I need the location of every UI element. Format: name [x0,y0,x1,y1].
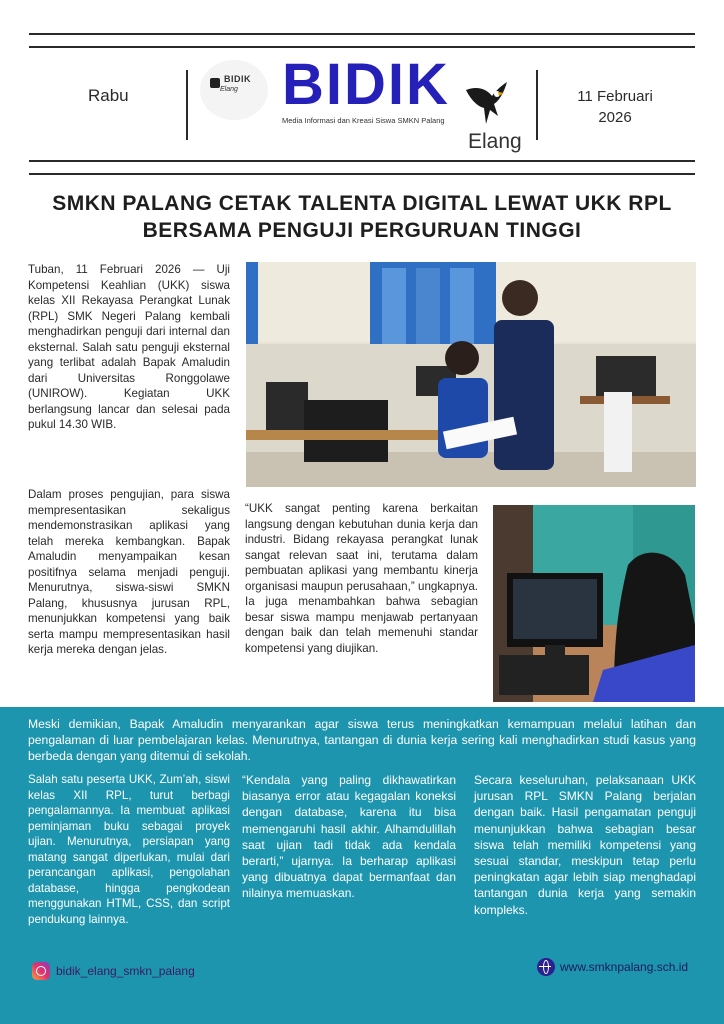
eagle-icon [464,80,508,126]
header-divider-right [536,70,538,140]
website-url: www.smknpalang.sch.id [560,960,689,974]
article-paragraph-4: Meski demikian, Bapak Amaludin menyarankan agar siswa terus meningkatkan kemampuan melalui latihan dan pengalaman di luar pembelajaran kelas. Menurutnya, tantangan di dunia kerja sering kali menghadirkan studi kasus yang berbeda dengan yang ditemui di sekolah. [28,717,696,763]
article-paragraph-6: “Kendala yang paling dikhawatirkan biasanya error atau kegagalan koneksi dengan database, karena itu bisa memengaruhi hasil akhir. Alhamdulillah saat ujian tadi tidak ada kendala berarti,” ujarnya. Ia berharap aplikasi yang dibuatnya dapat bermanfaat dan nilainya memuaskan. [242,773,456,901]
headline-line-2: BERSAMA PENGUJI PERGURUAN TINGGI [142,219,582,242]
logo-subtext: Elang [220,86,238,93]
header-divider-left [186,70,188,140]
bidik-elang-logo [200,60,268,120]
article-paragraph-2: Dalam proses pengujian, para siswa mempresentasikan sekaligus mendemonstrasikan aplikasi yang telah mereka kembangkan. Bapak Amaludin menyampaikan kesan positifnya selama menjadi penguji. Menurutnya, siswa-siswi SMKN Palang, khususnya jurusan RPL, menunjukkan kompetensi yang baik serta mampu mempresentasikan hasil kerja mereka dengan jelas. [28,488,230,656]
article-headline [40,190,684,244]
date-line-1: 11 Februari [577,88,653,105]
masthead-title: BIDIK [282,52,450,117]
instagram-handle: bidik_elang_smkn_palang [56,964,195,978]
date-line-2: 2026 [598,109,632,126]
article-paragraph-1: Tuban, 11 Februari 2026 — Uji Kompetensi Keahlian (UKK) siswa kelas XII Rekayasa Perangkat Lunak (RPL) SMK Negeri Palang kembali menghadirkan penguji dari internal dan eksternal. Salah satu penguji eksternal yang terlibat adalah Bapak Amaludin dari Universitas Ronggolawe (UNIROW). Kegiatan UKK berlangsung lancar dan selesai pada pukul 14.30 WIB. [28,263,230,431]
instagram-icon [32,962,50,980]
website-link[interactable] [537,958,688,976]
photo-student-computer [493,505,695,702]
header-rule-1 [29,160,695,162]
article-paragraph-5: Salah satu peserta UKK, Zum’ah, siswi kelas XII RPL, turut berbagi pengalamannya. Ia membuat aplikasi peminjaman buku sebagai proyek ujian. Menurutnya, persiapan yang matang sangat diperlukan, mulai dari perancangan aplikasi, pengolahan database, hingga pengkodean menggunakan HTML, CSS, dan script pendukung lainnya. [28,773,230,926]
top-rule-2 [29,46,695,48]
headline-line-1: SMKN PALANG CETAK TALENTA DIGITAL LEWAT UKK RPL [52,192,672,215]
article-paragraph-7: Secara keseluruhan, pelaksanaan UKK jurusan RPL SMKN Palang berjalan dengan baik. Hasil pengamatan penguji menunjukkan bahwa sebagian besar siswa telah memiliki kompetensi yang sesuai standar, meskipun tetap perlu peningkatan agar lebih siap menghadapi tantangan dunia kerja yang semakin kompleks. [474,773,696,917]
date-label [566,86,664,128]
article-paragraph-3: “UKK sangat penting karena berkaitan langsung dengan kebutuhan dunia kerja dan industri. Bidang rekayasa perangkat lunak sangat relevan saat ini, terutama dalam pembuatan aplikasi yang membantu kinerja organisasi maupun perusahaan,” ungkapnya. Ia juga menambahkan bahwa sebagian besar siswa mampu menjawab pertanyaan dengan baik dan telah memenuhi standar kompetensi yang diujikan. [245,502,478,655]
masthead-elang: Elang [468,130,522,153]
instagram-link[interactable] [32,962,195,980]
day-label: Rabu [88,86,129,105]
photo-exam-classroom [246,262,696,487]
top-rule-1 [29,33,695,35]
masthead-tagline: Media Informasi dan Kreasi Siswa SMKN Palang [282,116,445,125]
header-rule-2 [29,173,695,175]
globe-icon [537,958,555,976]
logo-text: BIDIK [224,74,251,84]
camera-icon [210,78,220,88]
